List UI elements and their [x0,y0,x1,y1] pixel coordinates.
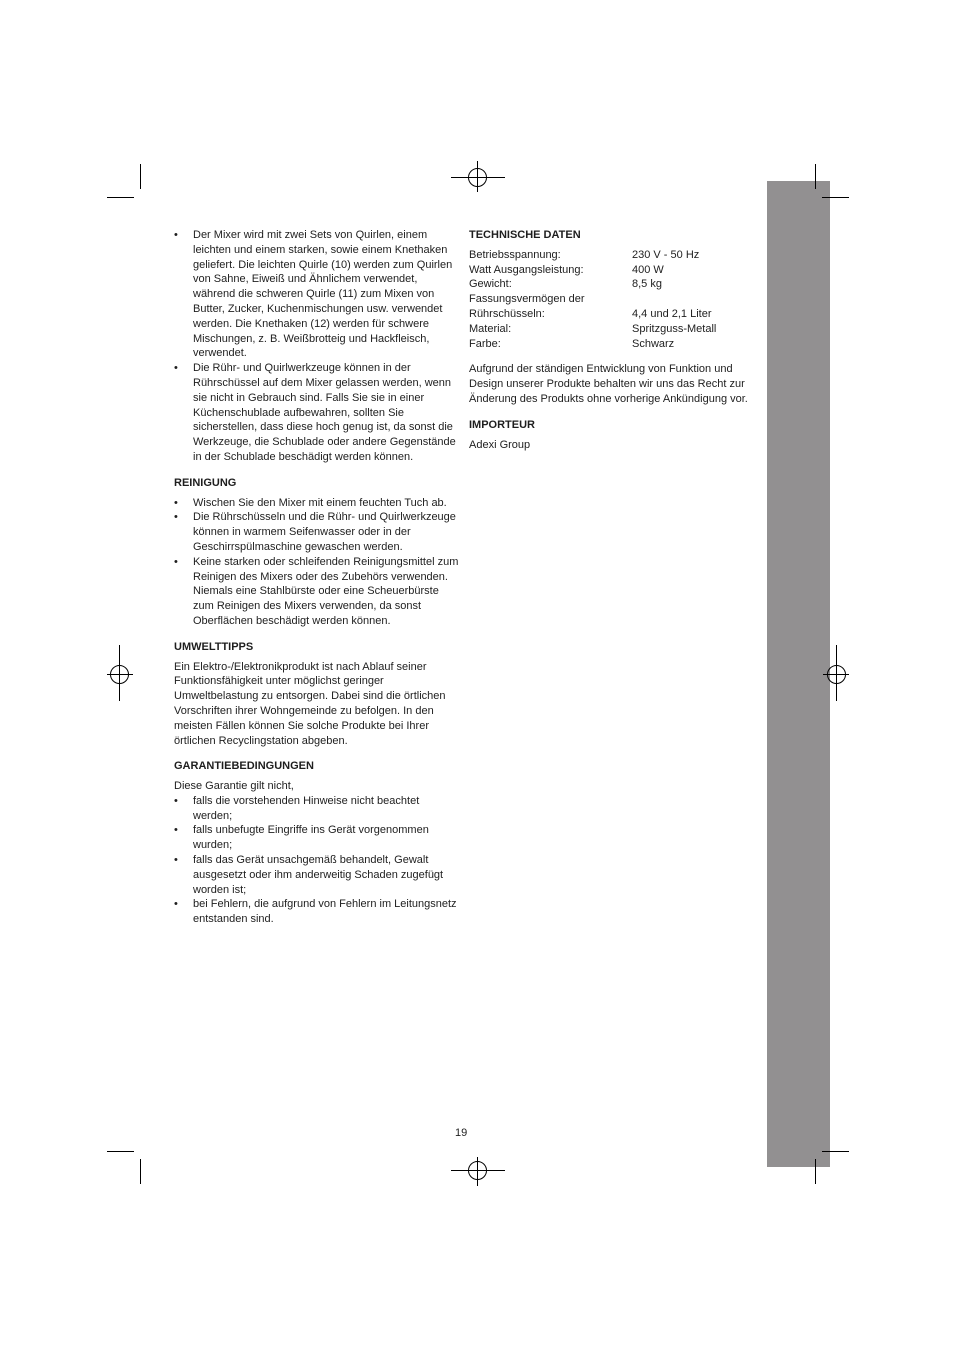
side-tab [767,181,830,1167]
spec-value: Spritzguss-Metall [632,322,717,335]
spec-label: Betriebsspannung: [469,248,561,261]
right-column [469,228,759,452]
umwelttipps-text: Ein Elektro-/Elektronikprodukt ist nach Ablauf seiner Funktionsfähigkeit unter möglichst geringer Umweltbelastung zu entsorgen. Dabei sind die örtlichen Vorschriften ihrer Wohngemeinde zu befolgen. In den meisten Fällen können Sie solche Produkte bei Ihrer örtlichen Recyclingstation abgeben. [174,660,446,747]
crop-mark [822,1151,849,1152]
crop-mark [815,1159,816,1184]
left-column [174,228,459,927]
list-item: • falls die vorstehenden Hinweise nicht beachtet werden; [174,794,459,824]
table-row [469,292,716,307]
reinigung-bullet-list [174,496,459,629]
table-row [469,337,716,352]
list-item: • falls das Gerät unsachgemäß behandelt, Gewalt ausgesetzt oder ihm anderweitig Schaden zugefügt worden ist; [174,853,459,897]
spec-label: Watt Ausgangsleistung: [469,263,584,276]
spec-label: Gewicht: [469,278,512,291]
spec-value: 230 V - 50 Hz [632,248,700,261]
spec-label: Fassungsvermögen der [469,293,585,306]
list-item: • Die Rühr- und Quirlwerkzeuge können in der Rührschüssel auf dem Mixer gelassen werden, wenn sie nicht in Gebrauch sind. Falls Sie sie in einer Küchenschublade aufbewahren, sollten Sie sicherstellen, dass diese hoch genug ist, da sonst die Werkzeuge, die Schublade oder andere Gegenstände in der Schublade beschädigt werden können. [174,361,459,465]
list-item: • Die Rührschüsseln und die Rühr- und Quirlwerkzeuge können in warmem Seifenwasser oder in der Geschirrspülmaschine gewaschen werden. [174,510,459,554]
section-heading-reinigung: REINIGUNG [174,476,237,489]
crop-mark [107,1151,134,1152]
list-item: • falls unbefugte Eingriffe ins Gerät vorgenommen wurden; [174,823,459,853]
section-heading-importeur: IMPORTEUR [469,418,535,431]
garantie-bullet-list [174,794,459,927]
intro-bullet-list [174,228,459,465]
section-heading-garantie: GARANTIEBEDINGUNGEN [174,760,314,773]
table-row [469,322,716,337]
table-row [469,307,716,322]
disclaimer-text: Aufgrund der ständigen Entwicklung von Funktion und Design unserer Produkte behalten wir uns das Recht zur Änderung des Produkts ohne vorherige Ankündigung vor. [469,363,748,405]
tech-specs-table [469,248,716,352]
crop-mark [815,164,816,189]
spec-value: 4,4 und 2,1 Liter [632,307,712,320]
page-number: 19 [455,1127,468,1139]
importeur-name: Adexi Group [469,438,531,451]
crop-mark [107,197,134,198]
spec-value [632,292,716,307]
table-row [469,277,716,292]
list-item: • Wischen Sie den Mixer mit einem feuchten Tuch ab. [174,496,459,511]
spec-value: Schwarz [632,337,675,350]
table-row [469,263,716,278]
section-heading-umwelttipps: UMWELTTIPPS [174,640,254,653]
section-heading-technische-daten: TECHNISCHE DATEN [469,229,581,241]
spec-value: 8,5 kg [632,278,662,291]
spec-label: Rührschüsseln: [469,307,545,320]
garantie-intro: Diese Garantie gilt nicht, [174,780,294,793]
crop-mark [140,164,141,189]
table-row [469,248,716,263]
crop-mark [140,1159,141,1184]
crop-mark [822,197,849,198]
spec-label: Material: [469,322,512,335]
list-item: • Der Mixer wird mit zwei Sets von Quirlen, einem leichten und einem starken, sowie einem Knethaken geliefert. Die leichten Quirle (10) werden zum Quirlen von Sahne, Eiweiß und Ähnlichem verwendet, während die schweren Quirle (11) zum Mixen von Butter, Zucker, Kuchenmischungen usw. verwendet werden. Die Knethaken (12) werden für schwere Mischungen, z. B. Weißbrotteig und Hackfleisch, verwendet. [174,228,459,361]
spec-value: 400 W [632,263,664,276]
spec-label: Farbe: [469,337,501,350]
list-item: • Keine starken oder schleifenden Reinigungsmittel zum Reinigen des Mixers oder des Zubehörs verwenden. Niemals eine Stahlbürste oder eine Scheuerbürste zum Reinigen des Mixers verwenden, da sonst Oberflächen beschädigt werden können. [174,555,459,629]
list-item: • bei Fehlern, die aufgrund von Fehlern im Leitungsnetz entstanden sind. [174,897,459,927]
